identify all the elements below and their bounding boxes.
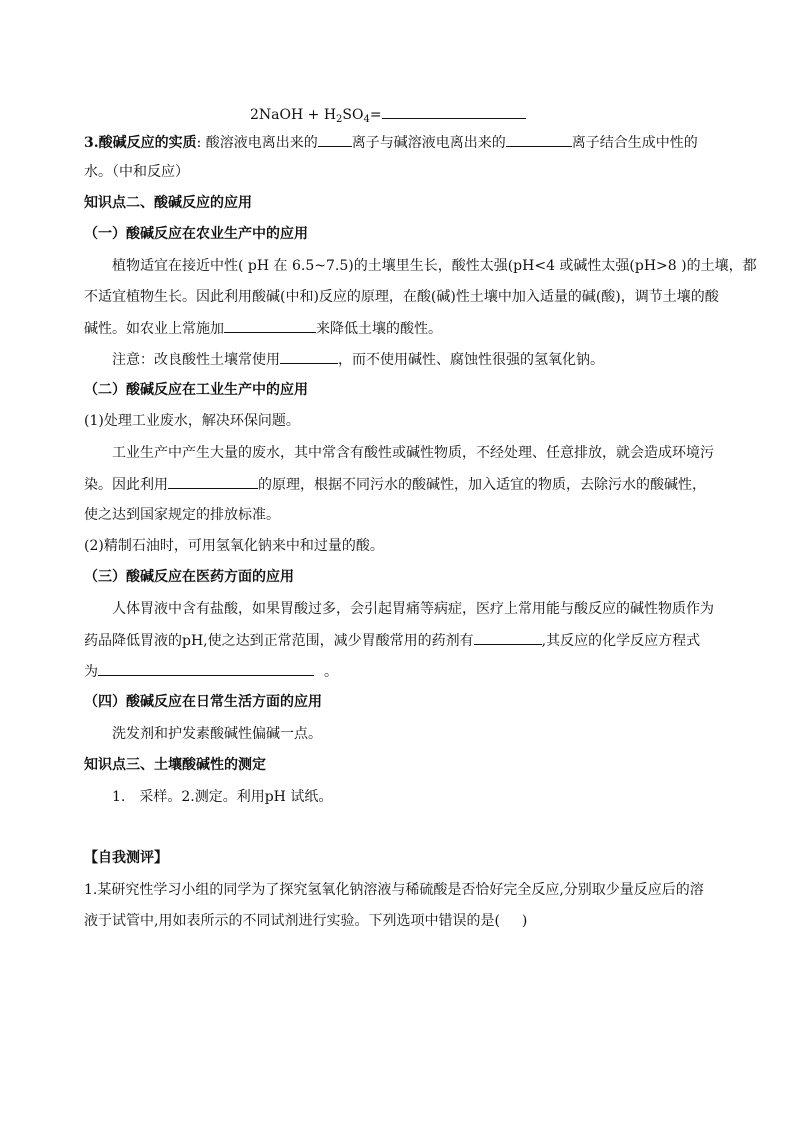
paragraph-line: [84, 661, 338, 682]
note-line: [112, 349, 604, 370]
paragraph-text: 碱性。如农业上常施加: [84, 321, 224, 337]
knowledge-point-heading: 知识点二、酸碱反应的应用: [84, 195, 252, 211]
list-item: (1)处理工业废水，解决环保问题。: [84, 413, 300, 429]
paragraph-line: [84, 318, 442, 339]
essence-line-1: [84, 132, 698, 153]
equation-prefix: 2NaOH + H: [250, 107, 337, 123]
list-text: 采样。2.测定。利用pH 试纸。: [139, 789, 333, 805]
section-title: 酸碱反应的实质: [98, 135, 197, 151]
paragraph-text: ,其反应的化学反应方程式: [541, 633, 701, 649]
paragraph-line: 洗发剂和护发素酸碱性偏碱一点。: [112, 726, 322, 742]
essence-text-4: 水。（中和反应）: [84, 164, 189, 180]
paragraph-line: [84, 474, 706, 495]
paragraph-text: 的原理，根据不同污水的酸碱性，加入适宜的物质，去除污水的酸碱性，: [258, 477, 706, 493]
paragraph-line: [84, 630, 700, 651]
equation-mid: SO: [342, 107, 364, 123]
section-number: 3.: [84, 135, 99, 151]
section-colon: :: [196, 135, 202, 151]
subsection-title: （二）酸碱反应在工业生产中的应用: [84, 382, 308, 398]
paragraph-line: 工业生产中产生大量的废水，其中常含有酸性或碱性物质，不经处理、任意排放，就会造成环境污: [112, 445, 714, 461]
answer-blank[interactable]: [474, 630, 542, 645]
knowledge-point-heading: 知识点三、土壤酸碱性的测定: [84, 757, 266, 773]
note-text: 注意：改良酸性土壤常使用: [112, 352, 280, 368]
equation-suffix: =: [369, 107, 382, 123]
paragraph-line: 人体胃液中含有盐酸，如果胃酸过多，会引起胃痛等病症，医疗上常用能与酸反应的碱性物质作为: [112, 601, 714, 617]
list-item: (2)精制石油时，可用氢氧化钠来中和过量的酸。: [84, 538, 384, 554]
answer-blank[interactable]: [318, 132, 352, 147]
question-line: [84, 911, 527, 931]
question-text: 液于试管中,用如表所示的不同试剂进行实验。下列选项中错误的是(: [84, 913, 500, 929]
answer-blank[interactable]: [506, 132, 572, 147]
self-test-heading: 【自我测评】: [84, 850, 168, 866]
answer-blank[interactable]: [98, 661, 314, 676]
equation-sub-2: 4: [363, 114, 370, 125]
paragraph-text: 染。因此利用: [84, 477, 168, 493]
list-number: 1.: [112, 789, 126, 805]
paragraph-text: 。: [324, 664, 338, 680]
paragraph-text: 来降低土壤的酸性。: [316, 321, 442, 337]
equation-line: [250, 104, 526, 125]
subsection-title: （四）酸碱反应在日常生活方面的应用: [84, 694, 322, 710]
answer-blank[interactable]: [382, 104, 526, 119]
subsection-title: （三）酸碱反应在医药方面的应用: [84, 569, 294, 585]
question-line: 1.某研究性学习小组的同学为了探究氢氧化钠溶液与稀硫酸是否恰好完全反应,分别取少量反应后的溶: [84, 882, 704, 898]
equation-sub-1: 2: [336, 114, 343, 125]
essence-text-1: 酸溶液电离出来的: [205, 135, 318, 151]
answer-blank[interactable]: [280, 349, 338, 364]
list-item: [112, 787, 332, 807]
essence-text-3: 离子结合生成中性的: [571, 135, 698, 151]
answer-blank[interactable]: [168, 474, 258, 489]
note-text: ，而不使用碱性、腐蚀性很强的氢氧化钠。: [338, 352, 604, 368]
paragraph-line: 不适宜植物生长。因此利用酸碱(中和)反应的原理，在酸(碱)性土壤中加入适量的碱(酸)，调节土壤的酸: [84, 289, 719, 305]
paragraph-line: 使之达到国家规定的排放标准。: [84, 507, 280, 523]
paragraph-text: 药品降低胃液的pH,使之达到正常范围，减少胃酸常用的药剂有: [84, 633, 474, 649]
paragraph-line: 植物适宜在接近中性( pH 在 6.5~7.5)的土壤里生长，酸性太强(pH<4 或碱性太强(pH>8 )的土壤，都: [112, 258, 757, 274]
question-text: ): [521, 913, 528, 929]
essence-text-2: 离子与碱溶液电离出来的: [351, 135, 506, 151]
essence-line-2: [84, 162, 189, 182]
answer-blank[interactable]: [224, 318, 316, 333]
subsection-title: （一）酸碱反应在农业生产中的应用: [84, 226, 308, 242]
paragraph-text: 为: [84, 664, 98, 680]
